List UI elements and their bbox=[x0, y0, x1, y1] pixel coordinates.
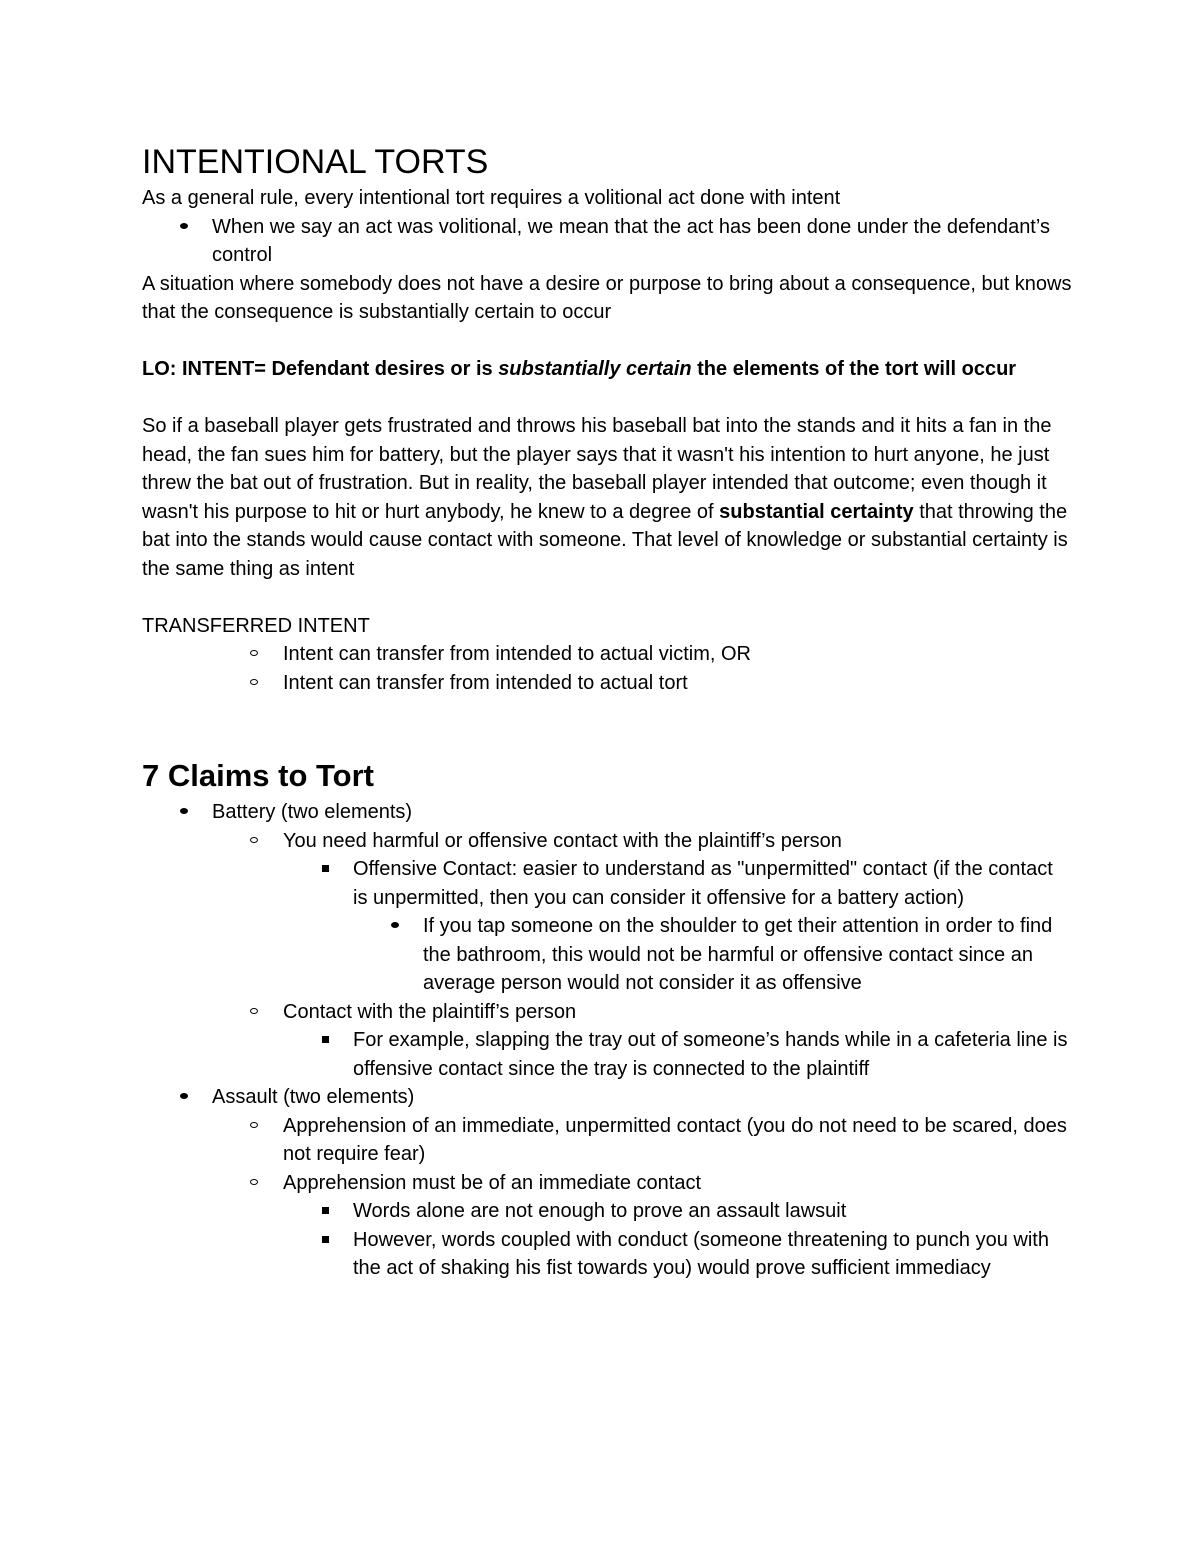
list-item-text: Apprehension must be of an immediate contact bbox=[283, 1171, 702, 1194]
list-item bbox=[142, 855, 1072, 912]
list-item bbox=[142, 827, 1072, 856]
list-item-text: Assault (two elements) bbox=[212, 1086, 415, 1108]
lo-prefix: LO: INTENT= Defendant desires or is bbox=[142, 358, 499, 380]
list-item-text: For example, slapping the tray out of someone’s hands while in a cafeteria line is offensive contact since the tray is connected to the plaintiff bbox=[353, 1029, 1068, 1080]
list-item bbox=[142, 213, 1072, 270]
list-item-text: Apprehension of an immediate, unpermitted contact (you do not need to be scared, does not require fear) bbox=[283, 1114, 1067, 1165]
list-item-text: Battery (two elements) bbox=[212, 801, 413, 823]
claims-list bbox=[142, 798, 1072, 1283]
example-part-1: So if a baseball player gets frustrated and throws his baseball bat into the stands and it hits a fan in the head, the fan sues him for battery, but the player says that it wasn't his intention to hurt anyone, he just threw the bat out of frustration. But in reality, the baseball player intended that outcome; even though it wasn't his purpose to hit or hurt anybody, he knew to a degree of bbox=[142, 415, 1052, 523]
list-item bbox=[142, 1169, 1072, 1198]
disc-bullet-icon bbox=[178, 213, 190, 242]
list-item-text: Contact with the plaintiff’s person bbox=[283, 1000, 577, 1023]
disc-bullet-icon bbox=[178, 798, 190, 827]
disc-bullet-icon bbox=[389, 912, 401, 941]
list-item bbox=[142, 798, 1072, 827]
page-title: INTENTIONAL TORTS bbox=[142, 143, 489, 181]
list-item bbox=[142, 1112, 1072, 1169]
square-bullet-icon bbox=[319, 1226, 331, 1255]
list-item-text: Intent can transfer from intended to actual victim, OR bbox=[283, 643, 751, 665]
list-item-text: However, words coupled with conduct (someone threatening to punch you with the act of shaking his fist towards you) would prove sufficient immediacy bbox=[353, 1228, 1049, 1279]
document-page bbox=[142, 140, 1072, 1283]
list-item-text: When we say an act was volitional, we mean that the act has been done under the defendant’s control bbox=[212, 215, 1050, 266]
list-item bbox=[142, 669, 1072, 698]
transferred-intent-list bbox=[142, 640, 1072, 697]
lo-statement bbox=[142, 355, 1072, 384]
example-paragraph bbox=[142, 412, 1072, 583]
list-item bbox=[142, 640, 1072, 669]
example-part-2: that throwing the bat into the stands would cause contact with someone. That level of knowledge or substantial certainty is the same thing as intent bbox=[142, 500, 1068, 580]
section-heading: 7 Claims to Tort bbox=[142, 758, 374, 793]
circle-bullet-icon bbox=[248, 640, 260, 669]
square-bullet-icon bbox=[319, 1197, 331, 1226]
circle-bullet-icon bbox=[248, 1169, 260, 1198]
list-item bbox=[142, 1226, 1072, 1283]
list-item-text: Words alone are not enough to prove an assault lawsuit bbox=[353, 1200, 847, 1222]
list-item bbox=[142, 1197, 1072, 1226]
list-item bbox=[142, 998, 1072, 1027]
square-bullet-icon bbox=[319, 855, 331, 884]
list-item-text: You need harmful or offensive contact with the plaintiff’s person bbox=[283, 829, 842, 852]
circle-bullet-icon bbox=[248, 998, 260, 1027]
example-bold: substantial certainty bbox=[719, 500, 914, 523]
list-item-text: Offensive Contact: easier to understand as "unpermitted" contact (if the contact is unpermitted, then you can consider it offensive for a battery action) bbox=[353, 858, 1053, 909]
intro-text: As a general rule, every intentional tort requires a volitional act done with intent bbox=[142, 187, 841, 209]
circle-bullet-icon bbox=[248, 669, 260, 698]
list-item-text: If you tap someone on the shoulder to get their attention in order to find the bathroom, this would not be harmful or offensive contact since an average person would not consider it as offensive bbox=[423, 915, 1053, 994]
circle-bullet-icon bbox=[248, 1112, 260, 1141]
circle-bullet-icon bbox=[248, 827, 260, 856]
lo-suffix: the elements of the tort will occur bbox=[691, 358, 1017, 380]
intro-paragraph: A situation where somebody does not have a desire or purpose to bring about a consequence, but knows that the consequence is substantially certain to occur bbox=[142, 272, 1072, 323]
list-item bbox=[142, 1083, 1072, 1112]
square-bullet-icon bbox=[319, 1026, 331, 1055]
transferred-intent-heading: TRANSFERRED INTENT bbox=[142, 614, 370, 637]
list-item bbox=[142, 912, 1072, 998]
list-item-text: Intent can transfer from intended to actual tort bbox=[283, 671, 688, 694]
intro-list bbox=[142, 213, 1072, 270]
disc-bullet-icon bbox=[178, 1083, 190, 1112]
lo-emphasis: substantially certain bbox=[498, 358, 692, 380]
list-item bbox=[142, 1026, 1072, 1083]
